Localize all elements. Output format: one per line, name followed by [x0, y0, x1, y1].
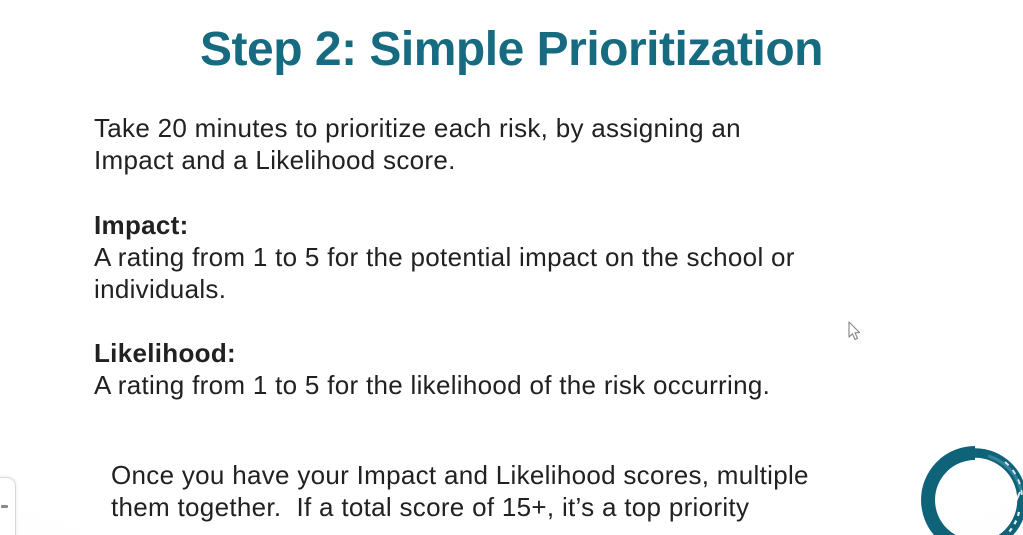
mouse-cursor-icon — [848, 321, 862, 342]
intro-paragraph — [94, 112, 741, 176]
brush-circle-logo-svg — [913, 440, 1023, 535]
likelihood-heading: Likelihood: — [94, 338, 236, 368]
footer-paragraph — [111, 459, 809, 523]
impact-heading: Impact: — [94, 210, 189, 240]
footer-line-2: them together. If a total score of 15+, it’s a top priority — [111, 492, 750, 522]
likelihood-paragraph — [94, 369, 770, 401]
arrow-cursor-svg — [848, 321, 862, 342]
brush-circle-logo — [913, 440, 1023, 535]
impact-line-1: A rating from 1 to 5 for the potential impact on the school or — [94, 242, 795, 272]
footer-line-1: Once you have your Impact and Likelihood scores, multiple — [111, 460, 809, 490]
partial-card-text-fragment — [1, 505, 8, 508]
intro-line-2: Impact and a Likelihood score. — [94, 145, 456, 175]
impact-line-2: individuals. — [94, 274, 227, 304]
partial-overlay-card[interactable] — [0, 477, 16, 535]
impact-paragraph — [94, 241, 795, 305]
slide-title: Step 2: Simple Prioritization — [200, 23, 823, 76]
intro-line-1: Take 20 minutes to prioritize each risk, by assigning an — [94, 113, 741, 143]
likelihood-line-1: A rating from 1 to 5 for the likelihood of the risk occurring. — [94, 370, 771, 400]
